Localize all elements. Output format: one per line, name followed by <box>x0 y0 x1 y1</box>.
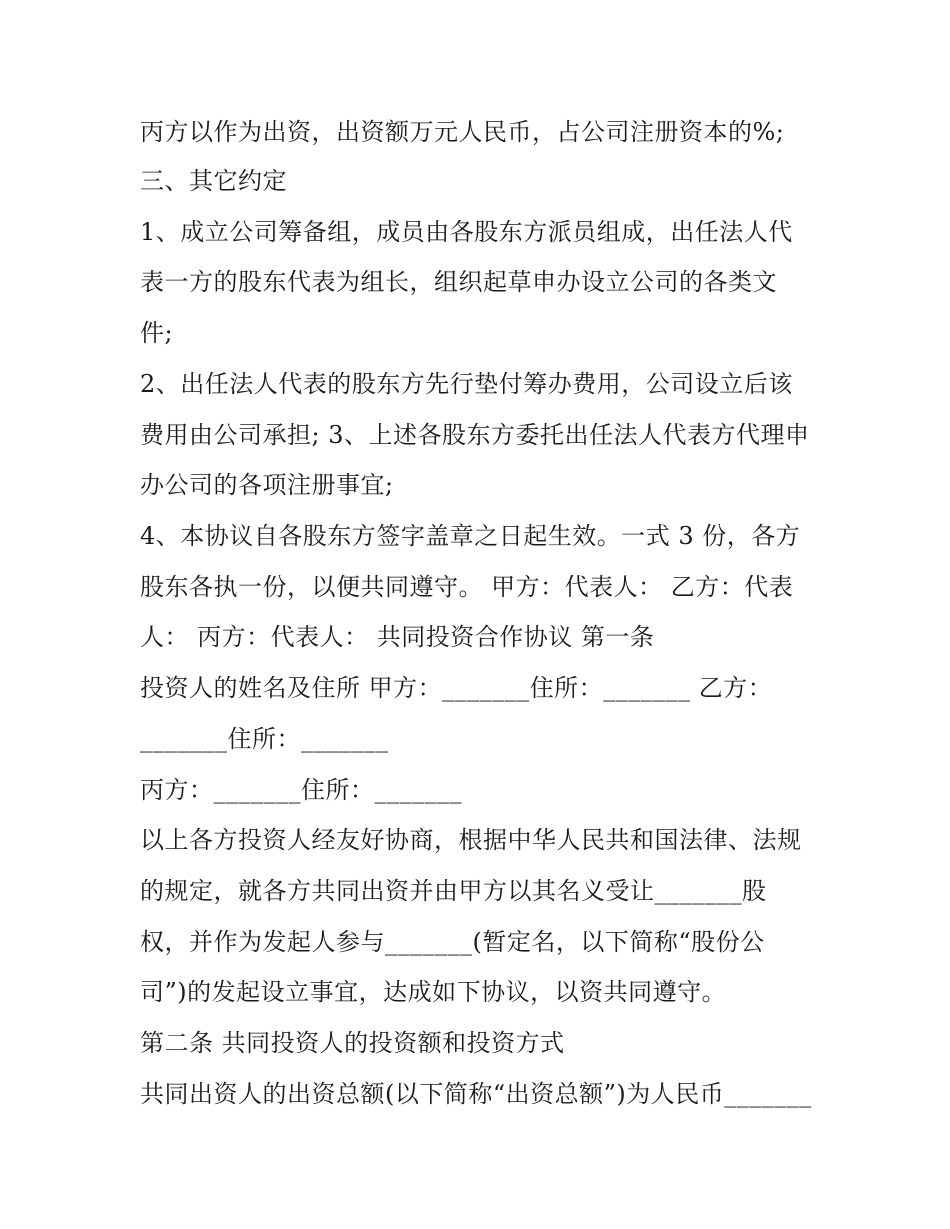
text-line: 丙方以作为出资，出资额万元人民币，占公司注册资本的%; <box>140 118 785 146</box>
text-line: 权，并作为发起人参与_______(暂定名，以下简称“股份公 <box>140 928 765 956</box>
text-line: 以上各方投资人经友好协商，根据中华人民共和国法律、法规 <box>140 826 802 854</box>
text-line: 4、本协议自各股东方签字盖章之日起生效。一式 3 份，各方 <box>140 522 801 550</box>
section-heading: 三、其它约定 <box>140 167 287 195</box>
text-line: 股东各执一份，以便共同遵守。 甲方：代表人： 乙方：代表 <box>140 573 794 601</box>
text-line: 件; <box>140 319 174 347</box>
text-line: 司”)的发起设立事宜，达成如下协议，以资共同遵守。 <box>140 978 727 1006</box>
text-line: 共同出资人的出资总额(以下简称“出资总额”)为人民币_______ <box>140 1080 812 1108</box>
text-line: 费用由公司承担; 3、上述各股东方委托出任法人代表方代理申 <box>140 421 810 449</box>
text-line: _______住所：_______ <box>140 725 389 753</box>
text-line: 人： 丙方：代表人： 共同投资合作协议 第一条 <box>140 623 655 651</box>
text-line: 表一方的股东代表为组长，组织起草申办设立公司的各类文 <box>140 268 777 296</box>
section-heading: 第二条 共同投资人的投资额和投资方式 <box>140 1029 565 1057</box>
text-line: 投资人的姓名及住所 甲方：_______住所：_______ 乙方： <box>140 674 773 702</box>
text-line: 丙方：_______住所：_______ <box>140 776 462 804</box>
text-line: 的规定，就各方共同出资并由甲方以其名义受让_______股 <box>140 877 767 905</box>
text-line: 办公司的各项注册事宜; <box>140 471 394 499</box>
text-line: 1、成立公司筹备组，成员由各股东方派员组成，出任法人代 <box>140 218 793 246</box>
text-line: 2、出任法人代表的股东方先行垫付筹办费用，公司设立后该 <box>140 370 793 398</box>
